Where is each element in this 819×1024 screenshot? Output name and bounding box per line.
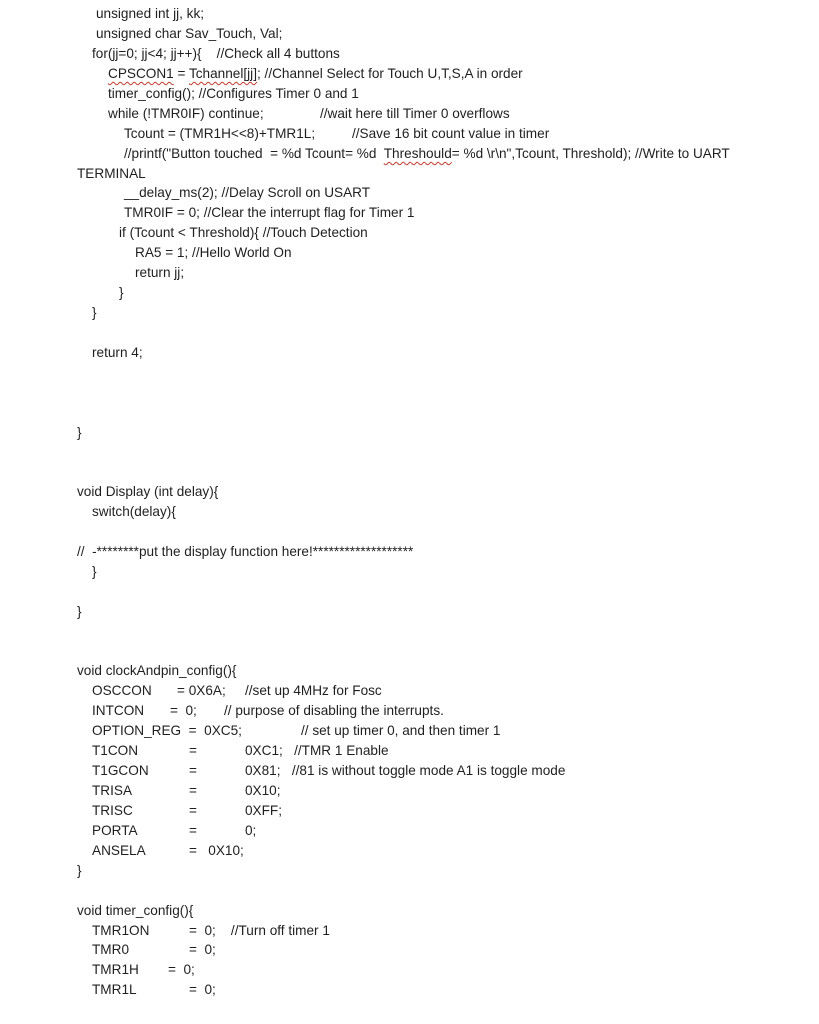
code-line	[77, 662, 236, 680]
code-text: = 0;	[168, 962, 195, 977]
code-line	[189, 762, 197, 780]
code-line	[189, 922, 330, 940]
code-text: // -********put the display function here!*******************	[77, 544, 414, 559]
code-line	[92, 961, 139, 979]
code-line	[245, 762, 565, 780]
code-text: }	[77, 425, 82, 440]
code-line	[92, 304, 97, 322]
code-line	[77, 543, 413, 561]
code-text: switch(delay){	[92, 504, 176, 519]
code-text: void Display (int delay){	[77, 484, 219, 499]
code-line	[177, 682, 226, 700]
code-text: 0X81; //81 is without toggle mode A1 is toggle mode	[245, 763, 566, 778]
code-line	[124, 145, 730, 163]
code-text: TRISA	[92, 783, 133, 798]
code-text: TRISC	[92, 803, 133, 818]
code-line	[189, 742, 197, 760]
code-text: TERMINAL	[77, 166, 146, 181]
code-line	[96, 5, 204, 23]
code-text: PORTA	[92, 823, 138, 838]
code-text: = 0;	[189, 982, 216, 997]
code-line	[77, 165, 146, 183]
code-comment-text: //wait here till Timer 0 overflows	[320, 106, 510, 121]
code-comment-text: // set up timer 0, and then timer 1	[301, 723, 501, 738]
code-text: 0XC1; //TMR 1 Enable	[245, 743, 389, 758]
code-text: }	[77, 863, 82, 878]
code-line	[77, 603, 82, 621]
code-text: = 0X10;	[189, 843, 244, 858]
code-line	[92, 742, 138, 760]
code-text: OPTION_REG = 0XC5;	[92, 723, 242, 738]
code-comment	[301, 722, 500, 740]
code-line	[77, 902, 193, 920]
code-line	[245, 802, 282, 820]
spellcheck-flagged-word: CPSCON1	[108, 66, 174, 81]
code-comment	[245, 682, 382, 700]
code-text: //printf("Button touched = %d Tcount= %d	[124, 146, 384, 161]
code-line	[92, 782, 132, 800]
code-text: RA5 = 1; //Hello World On	[135, 245, 292, 260]
code-text: 0;	[245, 823, 257, 838]
code-text: void timer_config(){	[77, 903, 194, 918]
code-text: OSCCON	[92, 683, 152, 698]
code-line	[135, 264, 184, 282]
code-text: TMR1H	[92, 962, 139, 977]
code-text: =	[189, 763, 197, 778]
code-line	[189, 782, 197, 800]
code-line	[92, 822, 138, 840]
code-comment: ; //Channel Select for Touch U,T,S,A in order	[256, 66, 523, 81]
code-line	[119, 224, 368, 242]
code-line	[189, 842, 244, 860]
code-line	[92, 702, 144, 720]
code-text: INTCON	[92, 703, 145, 718]
code-line	[92, 682, 152, 700]
code-line	[168, 961, 195, 979]
code-text: ANSELA	[92, 843, 146, 858]
code-line	[77, 862, 82, 880]
code-text: = 0;	[189, 942, 216, 957]
code-line	[124, 125, 315, 143]
code-text: 0X10;	[245, 783, 281, 798]
code-line	[189, 941, 216, 959]
code-line	[92, 842, 146, 860]
code-line	[170, 702, 197, 720]
code-text: }	[119, 285, 124, 300]
code-comment-text: //Save 16 bit count value in timer	[352, 126, 550, 141]
code-line	[124, 184, 370, 202]
code-line	[92, 762, 149, 780]
code-text: Tcount = (TMR1H<<8)+TMR1L;	[124, 126, 316, 141]
code-comment-text: //set up 4MHz for Fosc	[245, 683, 382, 698]
code-line	[77, 424, 82, 442]
code-line	[119, 284, 124, 302]
code-comment	[352, 125, 549, 143]
code-text: =	[189, 743, 197, 758]
code-text: T1CON	[92, 743, 139, 758]
code-line	[189, 802, 197, 820]
code-line	[108, 85, 359, 103]
code-text: }	[77, 604, 82, 619]
code-text: TMR0	[92, 942, 130, 957]
code-line	[92, 45, 340, 63]
code-text: =	[189, 823, 197, 838]
code-line	[189, 981, 216, 999]
code-line	[245, 822, 256, 840]
code-text: =	[173, 66, 189, 81]
code-line	[92, 503, 176, 521]
code-line	[92, 941, 129, 959]
code-line	[135, 244, 292, 262]
code-line	[77, 483, 218, 501]
code-line	[92, 981, 137, 999]
code-text: TMR1L	[92, 982, 137, 997]
code-comment-text: // purpose of disabling the interrupts.	[224, 703, 444, 718]
code-line	[189, 822, 197, 840]
code-text: T1GCON	[92, 763, 149, 778]
code-text: }	[92, 305, 97, 320]
code-text: TMR1ON	[92, 923, 150, 938]
code-text: }	[92, 564, 97, 579]
code-line	[108, 105, 264, 123]
code-text: for(jj=0; jj<4; jj++){	[92, 46, 202, 61]
code-comment: //Check all 4 buttons	[201, 46, 340, 61]
code-line	[92, 802, 133, 820]
code-text: void clockAndpin_config(){	[77, 663, 237, 678]
code-text: 0XFF;	[245, 803, 283, 818]
code-text: timer_config(); //Configures Timer 0 and 1	[108, 86, 359, 101]
code-line	[92, 563, 97, 581]
spellcheck-flagged-word: Tchannel[jj]	[188, 66, 257, 81]
code-text: while (!TMR0IF) continue;	[108, 106, 264, 121]
code-line	[245, 782, 281, 800]
code-line	[96, 25, 282, 43]
code-text: return 4;	[92, 345, 143, 360]
code-text: unsigned char Sav_Touch, Val;	[96, 26, 283, 41]
code-line	[108, 65, 523, 83]
code-line	[245, 742, 389, 760]
code-comment	[224, 702, 444, 720]
code-text: TMR0IF = 0; //Clear the interrupt flag for Timer 1	[124, 205, 415, 220]
code-text: = 0X6A;	[177, 683, 226, 698]
code-line	[124, 204, 414, 222]
code-text: =	[189, 783, 197, 798]
spellcheck-flagged-word: Threshould	[383, 146, 452, 161]
code-text: = 0; //Turn off timer 1	[189, 923, 330, 938]
code-text: return jj;	[135, 265, 185, 280]
code-text: unsigned int jj, kk;	[96, 6, 205, 21]
code-text: = %d \r\n",Tcount, Threshold); //Write to UART	[451, 146, 730, 161]
code-line	[92, 922, 149, 940]
code-line	[92, 722, 242, 740]
code-text: __delay_ms(2); //Delay Scroll on USART	[124, 185, 371, 200]
code-text: = 0;	[170, 703, 197, 718]
code-text: if (Tcount < Threshold){ //Touch Detection	[119, 225, 368, 240]
code-text: =	[189, 803, 197, 818]
code-line	[92, 344, 143, 362]
code-comment	[320, 105, 510, 123]
